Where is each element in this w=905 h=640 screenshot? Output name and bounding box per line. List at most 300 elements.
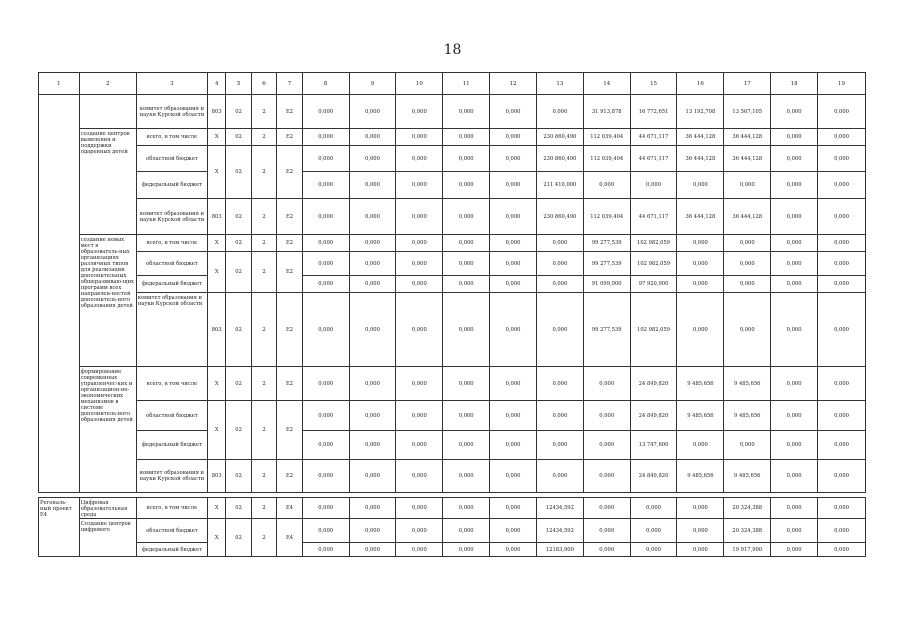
- value-cell: 0,000: [490, 252, 537, 276]
- value-cell: 0,000: [677, 519, 724, 543]
- value-cell: 0,000: [349, 276, 396, 293]
- value-cell: 36 444,128: [677, 129, 724, 146]
- value-cell: 0,000: [302, 252, 349, 276]
- table-row: [39, 129, 866, 146]
- value-cell: 0,000: [771, 146, 818, 172]
- value-cell: 0,000: [396, 543, 443, 557]
- header-cell: 6: [251, 73, 276, 95]
- value-cell: 0,000: [490, 401, 537, 431]
- page-number: 18: [443, 42, 462, 58]
- value-cell: 0,000: [443, 498, 490, 519]
- value-cell: 0,000: [302, 172, 349, 199]
- empty-cell: [79, 95, 136, 129]
- cell: X: [208, 519, 226, 557]
- value-cell: 0,000: [818, 235, 866, 252]
- cell: X: [208, 146, 226, 199]
- table-row: [39, 460, 866, 493]
- row-label: областной бюджет: [136, 146, 207, 172]
- value-cell: 24 849,820: [630, 401, 677, 431]
- value-cell: 0,000: [302, 95, 349, 129]
- value-cell: 9 485,656: [724, 401, 771, 431]
- value-cell: 0,000: [818, 146, 866, 172]
- value-cell: 0,000: [771, 276, 818, 293]
- table-row: [39, 367, 866, 401]
- value-cell: 112 039,404: [583, 129, 630, 146]
- activity-label: Создание центров цифрового: [79, 519, 136, 557]
- value-cell: 0,000: [771, 293, 818, 367]
- cell: 2: [251, 252, 276, 293]
- value-cell: 0,000: [349, 401, 396, 431]
- header-cell: 4: [208, 73, 226, 95]
- value-cell: 20 324,388: [724, 519, 771, 543]
- value-cell: 0,000: [724, 172, 771, 199]
- value-cell: 0,000: [396, 172, 443, 199]
- header-cell: 5: [226, 73, 251, 95]
- value-cell: 0,000: [349, 172, 396, 199]
- value-cell: 0,000: [818, 252, 866, 276]
- header-cell: 17: [724, 73, 771, 95]
- row-label: всего, в том числе: [136, 498, 207, 519]
- value-cell: 0,000: [771, 498, 818, 519]
- value-cell: 0,000: [490, 276, 537, 293]
- row-label: областной бюджет: [136, 401, 207, 431]
- value-cell: 19 917,900: [724, 543, 771, 557]
- value-cell: 0,000: [396, 146, 443, 172]
- cell: 02: [226, 146, 251, 199]
- cell: E2: [277, 199, 302, 235]
- value-cell: 36 444,128: [677, 146, 724, 172]
- value-cell: 0,000: [536, 431, 583, 460]
- cell: 2: [251, 519, 276, 557]
- cell: 803: [208, 293, 226, 367]
- value-cell: 9 485,656: [724, 367, 771, 401]
- value-cell: 0,000: [677, 276, 724, 293]
- value-cell: 0,000: [302, 519, 349, 543]
- value-cell: 0,000: [443, 252, 490, 276]
- value-cell: 0,000: [771, 252, 818, 276]
- value-cell: 0,000: [677, 293, 724, 367]
- header-cell: 9: [349, 73, 396, 95]
- row-label: областной бюджет: [136, 252, 207, 276]
- value-cell: 9 485,656: [724, 460, 771, 493]
- cell: E2: [277, 293, 302, 367]
- value-cell: 0,000: [443, 199, 490, 235]
- cell: E2: [277, 460, 302, 493]
- value-cell: 0,000: [818, 543, 866, 557]
- value-cell: 0,000: [818, 519, 866, 543]
- value-cell: 230 860,490: [536, 129, 583, 146]
- value-cell: 0,000: [349, 293, 396, 367]
- row-label: федеральный бюджет: [136, 543, 207, 557]
- value-cell: 0,000: [771, 543, 818, 557]
- value-cell: 0,000: [396, 367, 443, 401]
- value-cell: 0,000: [490, 199, 537, 235]
- cell: E2: [277, 95, 302, 129]
- table-row: [39, 235, 866, 252]
- cell: E2: [277, 146, 302, 199]
- value-cell: 0,000: [302, 431, 349, 460]
- value-cell: 97 920,900: [630, 276, 677, 293]
- row-label: федеральный бюджет: [136, 431, 207, 460]
- header-cell: 19: [818, 73, 866, 95]
- value-cell: 0,000: [536, 95, 583, 129]
- value-cell: 0,000: [630, 172, 677, 199]
- value-cell: 0,000: [771, 95, 818, 129]
- value-cell: 0,000: [396, 95, 443, 129]
- cell: 02: [226, 129, 251, 146]
- value-cell: 0,000: [724, 276, 771, 293]
- cell: 02: [226, 252, 251, 293]
- cell: 2: [251, 235, 276, 252]
- value-cell: 0,000: [349, 95, 396, 129]
- value-cell: 0,000: [302, 146, 349, 172]
- cell: E2: [277, 129, 302, 146]
- value-cell: 0,000: [349, 460, 396, 493]
- header-cell: 13: [536, 73, 583, 95]
- value-cell: 0,000: [443, 129, 490, 146]
- value-cell: 0,000: [583, 498, 630, 519]
- value-cell: 0,000: [724, 235, 771, 252]
- value-cell: 0,000: [583, 519, 630, 543]
- value-cell: 102 982,059: [630, 235, 677, 252]
- value-cell: 0,000: [490, 519, 537, 543]
- value-cell: 0,000: [771, 235, 818, 252]
- value-cell: 0,000: [818, 460, 866, 493]
- value-cell: 9 485,656: [677, 367, 724, 401]
- value-cell: 0,000: [490, 235, 537, 252]
- table-row: [39, 498, 866, 519]
- value-cell: 0,000: [490, 431, 537, 460]
- header-cell: 1: [39, 73, 80, 95]
- value-cell: 0,000: [302, 129, 349, 146]
- value-cell: 13 747,600: [630, 431, 677, 460]
- value-cell: 31 913,878: [583, 95, 630, 129]
- value-cell: 0,000: [583, 460, 630, 493]
- table-row: [39, 172, 866, 199]
- value-cell: 0,000: [302, 543, 349, 557]
- value-cell: 112 039,404: [583, 199, 630, 235]
- value-cell: 211 410,000: [536, 172, 583, 199]
- value-cell: 12434,592: [536, 519, 583, 543]
- value-cell: 0,000: [396, 401, 443, 431]
- value-cell: 0,000: [443, 519, 490, 543]
- value-cell: 16 772,651: [630, 95, 677, 129]
- value-cell: 0,000: [349, 199, 396, 235]
- budget-table-continued: [38, 497, 866, 557]
- cell: 02: [226, 460, 251, 493]
- header-cell: 8: [302, 73, 349, 95]
- value-cell: 9 485,656: [677, 460, 724, 493]
- value-cell: 0,000: [818, 276, 866, 293]
- cell: E4: [277, 519, 302, 557]
- value-cell: 0,000: [349, 519, 396, 543]
- value-cell: 13 567,105: [724, 95, 771, 129]
- value-cell: 0,000: [677, 431, 724, 460]
- row-label: комитет образования и науки Курской области: [136, 460, 207, 493]
- budget-table: [38, 72, 866, 493]
- value-cell: 0,000: [396, 199, 443, 235]
- value-cell: 0,000: [677, 543, 724, 557]
- value-cell: 0,000: [536, 293, 583, 367]
- value-cell: 0,000: [771, 460, 818, 493]
- value-cell: 0,000: [818, 95, 866, 129]
- value-cell: 0,000: [771, 519, 818, 543]
- header-cell: 7: [277, 73, 302, 95]
- value-cell: 230 860,490: [536, 199, 583, 235]
- value-cell: 0,000: [302, 199, 349, 235]
- cell: X: [208, 129, 226, 146]
- value-cell: 0,000: [490, 498, 537, 519]
- value-cell: 0,000: [302, 367, 349, 401]
- value-cell: 0,000: [536, 367, 583, 401]
- header-cell: 10: [396, 73, 443, 95]
- value-cell: 44 671,117: [630, 129, 677, 146]
- header-cell: 12: [490, 73, 537, 95]
- header-cell: 11: [443, 73, 490, 95]
- row-label: комитет образования и науки Курской области: [136, 293, 207, 367]
- value-cell: 0,000: [302, 460, 349, 493]
- activity-label: создание центров выявления и поддержки одаренных детей: [79, 129, 136, 235]
- value-cell: 0,000: [349, 498, 396, 519]
- cell: 803: [208, 460, 226, 493]
- value-cell: 0,000: [536, 235, 583, 252]
- value-cell: 0,000: [396, 431, 443, 460]
- header-cell: 15: [630, 73, 677, 95]
- cell: X: [208, 235, 226, 252]
- table-row: [39, 95, 866, 129]
- header-cell: 2: [79, 73, 136, 95]
- value-cell: 0,000: [302, 498, 349, 519]
- value-cell: 0,000: [396, 129, 443, 146]
- table-row: [39, 252, 866, 276]
- value-cell: 99 277,539: [583, 293, 630, 367]
- value-cell: 230 860,490: [536, 146, 583, 172]
- empty-cell: [39, 95, 80, 493]
- cell: X: [208, 498, 226, 519]
- cell: 2: [251, 95, 276, 129]
- row-label: федеральный бюджет: [136, 172, 207, 199]
- activity-label: формирование современных управленчес-ких и организацион-но-экономических механизмов в системе дополнитель-ного образования детей: [79, 367, 136, 493]
- value-cell: 0,000: [583, 172, 630, 199]
- value-cell: 36 444,128: [724, 199, 771, 235]
- value-cell: 0,000: [536, 401, 583, 431]
- header-cell: 16: [677, 73, 724, 95]
- cell: 02: [226, 401, 251, 460]
- value-cell: 0,000: [583, 401, 630, 431]
- value-cell: 12183,900: [536, 543, 583, 557]
- value-cell: 0,000: [443, 431, 490, 460]
- value-cell: 0,000: [396, 460, 443, 493]
- cell: 2: [251, 129, 276, 146]
- table-row: [39, 401, 866, 431]
- header-cell: 18: [771, 73, 818, 95]
- table-row: [39, 431, 866, 460]
- value-cell: 44 671,117: [630, 146, 677, 172]
- value-cell: 0,000: [443, 543, 490, 557]
- value-cell: 13 192,708: [677, 95, 724, 129]
- cell: 02: [226, 95, 251, 129]
- row-label: всего, в том числе: [136, 129, 207, 146]
- table-row: [39, 146, 866, 172]
- activity-label: создание новых мест в образователь-ных организациях различных типов для реализации дополнительных общеразвиваю-щих программ всех направлен-ностей дополнитель-ного образования детей: [79, 235, 136, 367]
- cell: 02: [226, 199, 251, 235]
- value-cell: 0,000: [302, 235, 349, 252]
- project-label: Регональ-ный проект Е4: [39, 498, 80, 557]
- value-cell: 91 099,900: [583, 276, 630, 293]
- value-cell: 0,000: [490, 95, 537, 129]
- table-row: [39, 276, 866, 293]
- row-label: всего, в том числе: [136, 367, 207, 401]
- value-cell: 12434,592: [536, 498, 583, 519]
- value-cell: 0,000: [583, 367, 630, 401]
- value-cell: 0,000: [443, 401, 490, 431]
- cell: X: [208, 401, 226, 460]
- cell: 2: [251, 460, 276, 493]
- value-cell: 0,000: [536, 460, 583, 493]
- value-cell: 0,000: [818, 401, 866, 431]
- header-row: [39, 73, 866, 95]
- value-cell: 0,000: [349, 367, 396, 401]
- value-cell: 0,000: [349, 235, 396, 252]
- cell: E4: [277, 498, 302, 519]
- value-cell: 0,000: [583, 431, 630, 460]
- row-label: комитет образования и науки Курской области: [136, 199, 207, 235]
- value-cell: 0,000: [490, 543, 537, 557]
- cell: X: [208, 367, 226, 401]
- table-row: [39, 199, 866, 235]
- value-cell: 102 982,059: [630, 252, 677, 276]
- value-cell: 0,000: [677, 498, 724, 519]
- activity-label: Цифровая образовательная среда: [79, 498, 136, 519]
- row-label: всего, в том числе: [136, 235, 207, 252]
- cell: 2: [251, 401, 276, 460]
- value-cell: 0,000: [818, 199, 866, 235]
- value-cell: 44 671,117: [630, 199, 677, 235]
- cell: 803: [208, 95, 226, 129]
- row-label: комитет образования и науки Курской области: [136, 95, 207, 129]
- value-cell: 0,000: [443, 276, 490, 293]
- cell: 803: [208, 199, 226, 235]
- value-cell: 24 849,820: [630, 367, 677, 401]
- value-cell: 0,000: [818, 498, 866, 519]
- cell: 02: [226, 367, 251, 401]
- value-cell: 0,000: [443, 146, 490, 172]
- value-cell: 0,000: [349, 146, 396, 172]
- value-cell: 0,000: [630, 498, 677, 519]
- value-cell: 0,000: [771, 367, 818, 401]
- value-cell: 0,000: [724, 252, 771, 276]
- value-cell: 0,000: [349, 129, 396, 146]
- value-cell: 0,000: [443, 172, 490, 199]
- cell: E2: [277, 235, 302, 252]
- cell: 2: [251, 199, 276, 235]
- cell: 02: [226, 293, 251, 367]
- value-cell: 0,000: [443, 95, 490, 129]
- value-cell: 0,000: [536, 276, 583, 293]
- value-cell: 0,000: [490, 460, 537, 493]
- cell: E2: [277, 252, 302, 293]
- cell: 2: [251, 146, 276, 199]
- value-cell: 0,000: [490, 146, 537, 172]
- cell: E2: [277, 367, 302, 401]
- value-cell: 0,000: [302, 276, 349, 293]
- value-cell: 0,000: [443, 367, 490, 401]
- value-cell: 0,000: [396, 276, 443, 293]
- value-cell: 99 277,539: [583, 235, 630, 252]
- value-cell: 0,000: [536, 252, 583, 276]
- value-cell: 0,000: [677, 172, 724, 199]
- value-cell: 36 444,128: [724, 129, 771, 146]
- table-row: [39, 293, 866, 367]
- value-cell: 36 444,128: [677, 199, 724, 235]
- cell: 02: [226, 235, 251, 252]
- value-cell: 0,000: [818, 293, 866, 367]
- value-cell: 0,000: [771, 199, 818, 235]
- value-cell: 0,000: [490, 293, 537, 367]
- value-cell: 0,000: [771, 401, 818, 431]
- value-cell: 0,000: [443, 460, 490, 493]
- value-cell: 0,000: [396, 498, 443, 519]
- table-row: [39, 543, 866, 557]
- value-cell: 99 277,539: [583, 252, 630, 276]
- cell: 2: [251, 367, 276, 401]
- table-row: [39, 519, 866, 543]
- value-cell: 0,000: [396, 252, 443, 276]
- value-cell: 0,000: [490, 367, 537, 401]
- cell: 02: [226, 519, 251, 557]
- value-cell: 0,000: [396, 519, 443, 543]
- value-cell: 102 982,059: [630, 293, 677, 367]
- value-cell: 0,000: [349, 252, 396, 276]
- value-cell: 24 849,820: [630, 460, 677, 493]
- value-cell: 0,000: [302, 293, 349, 367]
- value-cell: 0,000: [818, 172, 866, 199]
- value-cell: 0,000: [396, 235, 443, 252]
- value-cell: 0,000: [443, 235, 490, 252]
- value-cell: 0,000: [818, 129, 866, 146]
- cell: 2: [251, 498, 276, 519]
- cell: 02: [226, 498, 251, 519]
- header-cell: 14: [583, 73, 630, 95]
- value-cell: 0,000: [583, 543, 630, 557]
- value-cell: 0,000: [490, 129, 537, 146]
- value-cell: 0,000: [771, 129, 818, 146]
- value-cell: 36 444,128: [724, 146, 771, 172]
- value-cell: 9 485,656: [677, 401, 724, 431]
- value-cell: 0,000: [818, 367, 866, 401]
- value-cell: 0,000: [818, 431, 866, 460]
- value-cell: 0,000: [630, 519, 677, 543]
- row-label: федеральный бюджет: [136, 276, 207, 293]
- value-cell: 0,000: [724, 431, 771, 460]
- row-label: областной бюджет: [136, 519, 207, 543]
- value-cell: 0,000: [302, 401, 349, 431]
- value-cell: 0,000: [771, 172, 818, 199]
- value-cell: 20 324,388: [724, 498, 771, 519]
- cell: 2: [251, 293, 276, 367]
- cell: E2: [277, 401, 302, 460]
- value-cell: 0,000: [349, 431, 396, 460]
- header-cell: 3: [136, 73, 207, 95]
- value-cell: 0,000: [396, 293, 443, 367]
- value-cell: 0,000: [349, 543, 396, 557]
- cell: X: [208, 252, 226, 293]
- value-cell: 0,000: [443, 293, 490, 367]
- value-cell: 0,000: [490, 172, 537, 199]
- value-cell: 0,000: [677, 252, 724, 276]
- value-cell: 0,000: [630, 543, 677, 557]
- value-cell: 0,000: [771, 431, 818, 460]
